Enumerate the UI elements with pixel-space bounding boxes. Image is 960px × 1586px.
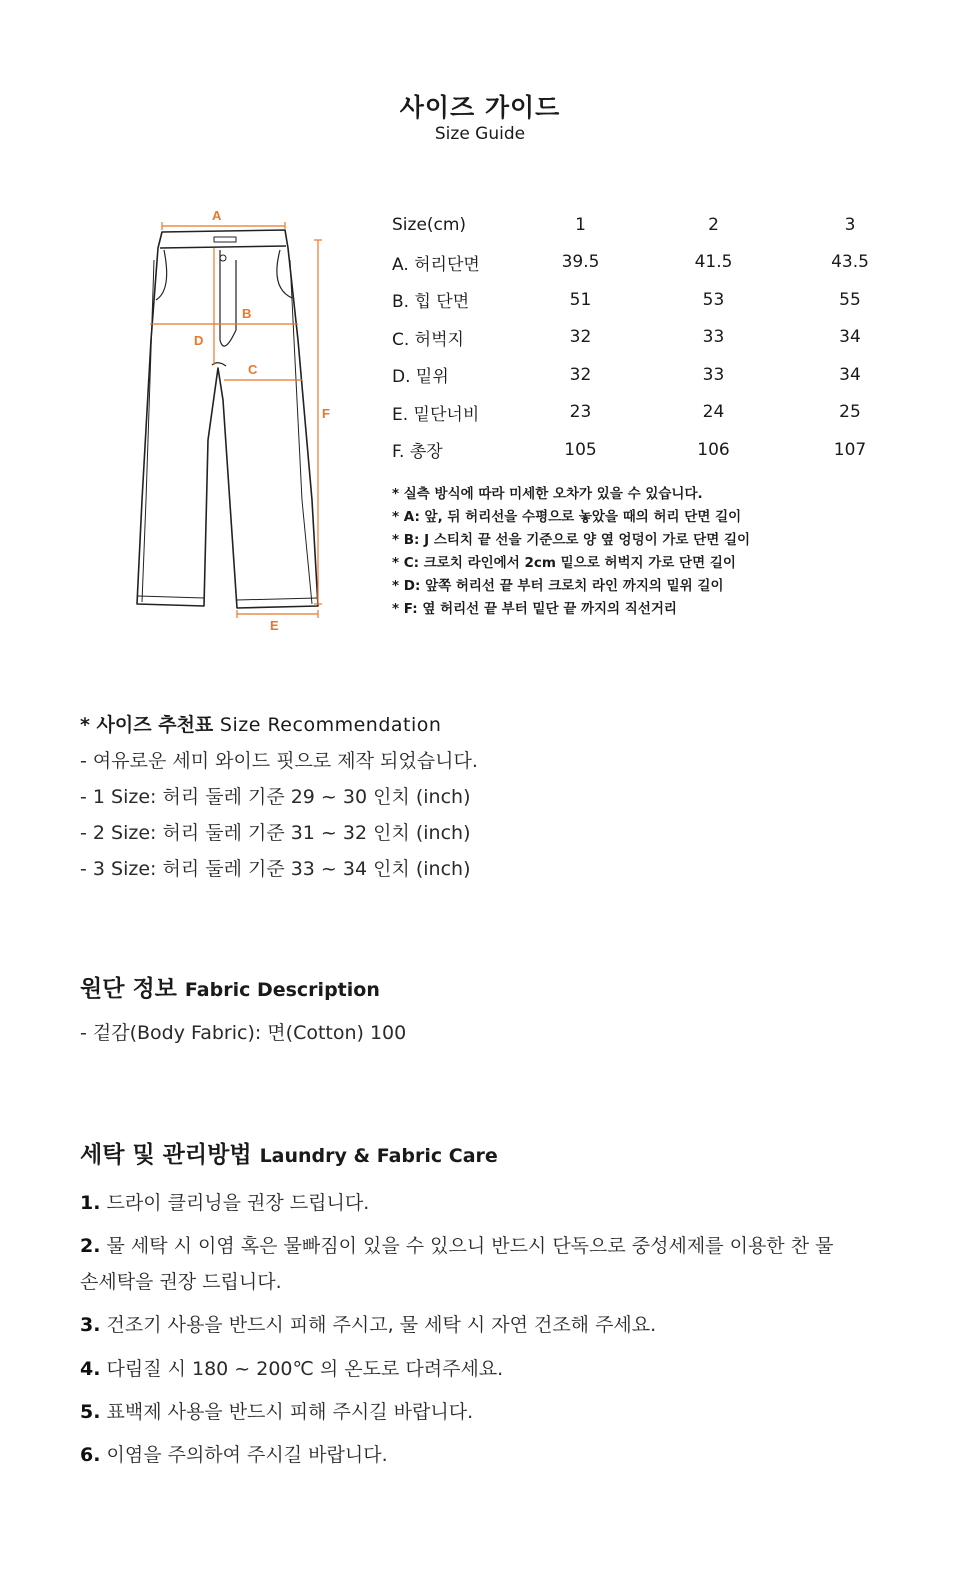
size-table <box>392 206 920 469</box>
care-item-number: 6. <box>80 1444 101 1466</box>
care-item <box>80 1354 503 1381</box>
table-cell: A. 허리단면 <box>392 254 480 275</box>
label-c: C <box>248 362 258 377</box>
table-cell: 33 <box>702 327 725 348</box>
table-header-cell: Size(cm) <box>392 214 467 235</box>
table-cell: 24 <box>702 402 725 423</box>
care-heading-en: Laundry & Fabric Care <box>259 1145 498 1167</box>
recommendation-line: - 1 Size: 허리 둘레 기준 29 ~ 30 인치 (inch) <box>80 786 471 808</box>
care-item-text: 건조기 사용을 반드시 피해 주시고, 물 세탁 시 자연 건조해 주세요. <box>106 1314 657 1336</box>
table-cell: 32 <box>569 327 592 348</box>
pants-diagram <box>120 200 360 640</box>
care-item-text: 손세탁을 권장 드립니다. <box>80 1271 282 1293</box>
note-line: * D: 앞쪽 허리선 끝 부터 크로치 라인 까지의 밑위 길이 <box>392 578 724 594</box>
fly-stitch <box>220 250 236 346</box>
table-cell: 25 <box>839 402 861 423</box>
table-cell: 33 <box>702 364 725 385</box>
table-header-row <box>392 206 920 244</box>
care-item <box>80 1440 388 1467</box>
care-heading <box>80 1136 498 1169</box>
fabric-heading-en: Fabric Description <box>184 979 380 1001</box>
table-header-cell: 3 <box>844 214 856 235</box>
table-cell: C. 허벅지 <box>392 329 464 350</box>
label-e: E <box>270 618 279 633</box>
fabric-heading-kr: 원단 정보 <box>80 976 177 1002</box>
table-row <box>392 244 920 282</box>
left-side-stitch <box>142 260 154 602</box>
care-item-number: 1. <box>80 1192 101 1214</box>
label-b: B <box>242 306 252 321</box>
left-hem <box>138 596 204 598</box>
care-item <box>80 1231 833 1258</box>
care-item <box>80 1310 656 1337</box>
fabric-line: - 겉감(Body Fabric): 면(Cotton) 100 <box>80 1022 407 1044</box>
right-hem <box>237 598 317 600</box>
table-cell: 51 <box>569 289 592 310</box>
table-cell: 32 <box>569 364 592 385</box>
table-row <box>392 319 920 357</box>
table-cell: 39.5 <box>561 252 600 273</box>
care-item-number: 2. <box>80 1235 101 1257</box>
note-line: * B: J 스티치 끝 선을 기준으로 양 옆 엉덩이 가로 단면 길이 <box>392 532 751 548</box>
page-title: 사이즈 가이드 <box>399 93 561 122</box>
care-item-text: 이염을 주의하여 주시길 바랍니다. <box>106 1444 388 1466</box>
note-line: * C: 크로치 라인에서 2cm 밑으로 허벅지 가로 단면 길이 <box>392 555 736 571</box>
button <box>220 255 226 261</box>
page-subtitle: Size Guide <box>434 124 526 144</box>
note-line: * 실측 방식에 따라 미세한 오차가 있을 수 있습니다. <box>392 486 703 502</box>
care-item-number: 4. <box>80 1358 101 1380</box>
table-header-cell: 1 <box>575 214 586 235</box>
table-cell: 53 <box>702 289 725 310</box>
care-heading-kr: 세탁 및 관리방법 <box>80 1142 252 1168</box>
table-cell: 43.5 <box>831 252 869 273</box>
table-cell: 107 <box>833 439 867 460</box>
recommendation-line: - 여유로운 세미 와이드 핏으로 제작 되었습니다. <box>80 750 478 772</box>
table-cell: 105 <box>564 439 597 460</box>
care-item-text: 드라이 클리닝을 권장 드립니다. <box>106 1192 370 1214</box>
table-cell: 55 <box>839 289 861 310</box>
table-cell: E. 밑단너비 <box>392 404 480 425</box>
table-row <box>392 394 920 432</box>
table-cell: 34 <box>839 327 861 348</box>
care-item-text: 다림질 시 180 ~ 200℃ 의 온도로 다려주세요. <box>106 1358 504 1380</box>
table-cell: 23 <box>569 402 592 423</box>
table-cell: F. 총장 <box>392 442 443 463</box>
care-item-continued <box>80 1267 282 1294</box>
care-item <box>80 1188 369 1215</box>
recommendation-heading <box>80 710 441 737</box>
recommendation-line: - 3 Size: 허리 둘레 기준 33 ~ 34 인치 (inch) <box>80 858 471 880</box>
waistband <box>160 246 286 248</box>
recommendation-heading-kr: * 사이즈 추천표 <box>80 714 214 736</box>
measurement-notes <box>392 484 750 622</box>
recommendation-heading-en: Size Recommendation <box>219 714 442 736</box>
table-row <box>392 281 920 319</box>
right-side-stitch <box>290 260 312 604</box>
table-cell: 34 <box>839 364 861 385</box>
note-line: * F: 옆 허리선 끝 부터 밑단 끝 까지의 직선거리 <box>392 601 677 617</box>
table-cell: D. 밑위 <box>392 367 449 388</box>
table-cell: B. 힙 단면 <box>392 292 470 313</box>
label-f: F <box>322 406 330 421</box>
fabric-heading <box>80 970 380 1003</box>
care-item-number: 3. <box>80 1314 101 1336</box>
table-row <box>392 431 920 469</box>
waist-label <box>214 237 236 242</box>
label-d: D <box>194 333 204 348</box>
label-a: A <box>212 208 222 223</box>
care-item <box>80 1397 473 1424</box>
care-item-number: 5. <box>80 1401 101 1423</box>
care-item-text: 표백제 사용을 반드시 피해 주시길 바랍니다. <box>106 1401 474 1423</box>
table-header-cell: 2 <box>708 214 719 235</box>
table-row <box>392 356 920 394</box>
table-cell: 41.5 <box>694 252 733 273</box>
recommendation-line: - 2 Size: 허리 둘레 기준 31 ~ 32 인치 (inch) <box>80 822 471 844</box>
care-item-text: 물 세탁 시 이염 혹은 물빠짐이 있을 수 있으니 반드시 단독으로 중성세제를 이용한 찬 물 <box>106 1235 834 1257</box>
note-line: * A: 앞, 뒤 허리선을 수평으로 놓았을 때의 허리 단면 길이 <box>392 509 742 525</box>
table-cell: 106 <box>697 439 730 460</box>
